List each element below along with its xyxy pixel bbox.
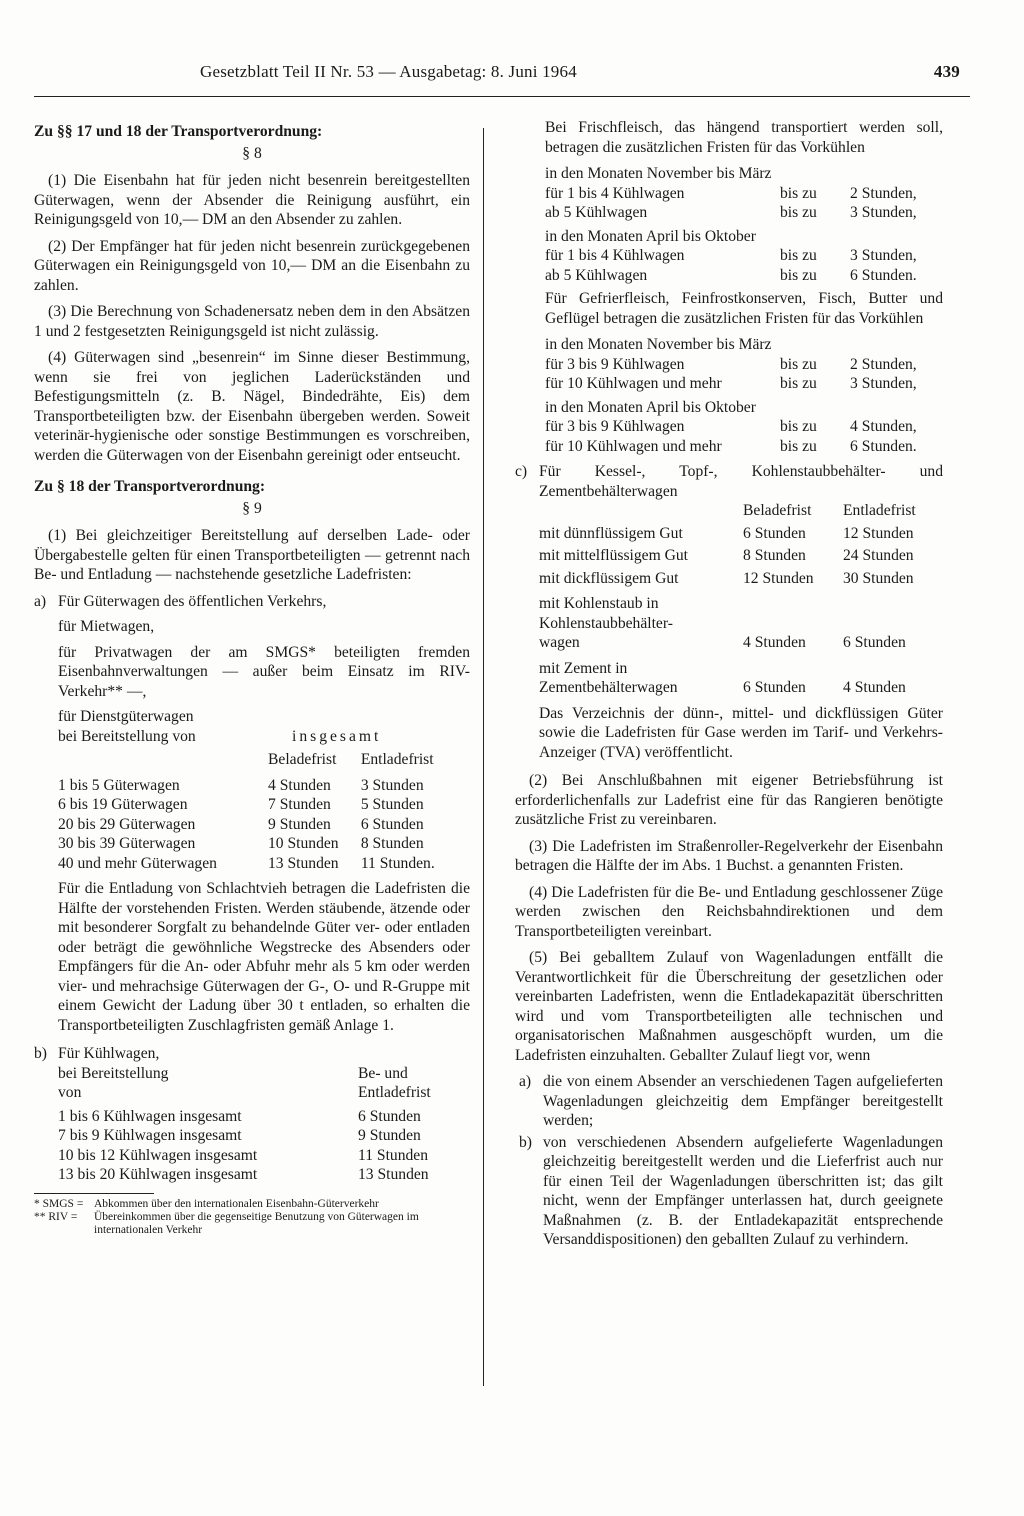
right-column — [515, 118, 943, 1252]
table-cell: 11 Stunden. — [360, 854, 435, 872]
table-row — [545, 417, 935, 437]
item-body: von verschiedenen Absendern aufgelieferte Wagenladungen gleichzeitig bereitgestellt werden und die Lieferfrist auch nur für einen Teil der Wagenladungen überschritten ist; das gilt nicht, wenn der Empfänger unterlassen hat, durch geeignete Maßnahmen (z. B. der Entladekapazität entsprechende Versanddispositionen) den geballten Zulauf zu verhindern. — [543, 1133, 943, 1248]
paragraph: (5) Bei geballtem Zulauf von Wagenladungen entfällt die Verantwortlichkeit für die Überschreitung der gesetzlichen oder vereinbarten Ladefristen, wenn die Entladekapazität überschritten wird und vom Transportbeteiligten alle technischen und organisatorischen Maßnahmen ausgeschöpft wurden, um die Ladefristen einzuhalten. Geballter Zulauf liegt vor, wenn — [515, 949, 943, 1064]
table-cell: 11 Stunden — [358, 1146, 429, 1164]
section-heading: Zu § 18 der Transportverordnung: — [34, 478, 266, 495]
table-cell: 6 Stunden — [358, 1107, 421, 1125]
table-cell: bis zu — [780, 375, 817, 392]
paragraph: (3) Die Berechnung von Schadenersatz neben dem in den Absätzen 1 und 2 festgesetzten Reinigungsgeld ist nicht zulässig. — [34, 303, 470, 340]
table-header: Beladefrist — [743, 502, 812, 519]
table-cell: 10 bis 12 Kühlwagen insgesamt — [58, 1146, 258, 1164]
item-line: für Dienstgüterwagen — [58, 708, 194, 725]
item-line: für Privatwagen der am SMGS* beteiligten fremden Eisenbahnverwaltungen — außer beim Einsatz im RIV-Verkehr** —, — [58, 643, 470, 700]
wagon-table — [58, 727, 458, 874]
cooling-block — [545, 118, 943, 456]
table-cell: 6 bis 19 Güterwagen — [58, 796, 188, 813]
list-item-b — [34, 1044, 470, 1185]
table-cell-line: mit Zement in — [539, 659, 628, 677]
table-row — [58, 815, 458, 835]
precooling-table — [545, 246, 935, 285]
footnote-text: Abkommen über den internationalen Eisenbahn-Güterverkehr — [94, 1197, 379, 1210]
table-row — [545, 266, 935, 286]
table-row — [58, 854, 458, 874]
table-cell: 8 Stunden — [360, 835, 424, 852]
table-cell: 13 Stunden — [268, 854, 339, 872]
paragraph: Das Verzeichnis der dünn-, mittel- und dickflüssigen Güter sowie die Ladefristen für Gase werden im Tarif- und Verkehrs-Anzeiger (TVA) veröffentlicht. — [539, 704, 943, 761]
item-body: die von einem Absender an verschiedenen Tagen aufgelieferten Wagenladungen gleichzeitig dem Empfänger bereitgestellt werden; — [543, 1073, 943, 1129]
table-row — [58, 1107, 458, 1127]
table-row — [545, 355, 935, 375]
section-heading: Zu §§ 17 und 18 der Transportverordnung: — [34, 123, 323, 140]
table-cell: 3 Stunden, — [850, 204, 917, 221]
table-row — [545, 184, 935, 204]
table-cell: bis zu — [780, 247, 817, 264]
month-range: in den Monaten November bis März — [545, 165, 772, 182]
table-cell-line: Kohlenstaubbehälter- — [539, 614, 673, 632]
paragraph: Für die Entladung von Schlachtvieh betragen die Ladefristen die Hälfte der vorstehenden Fristen. Werden stäubende, ätzende oder mit besonderer Sorgfalt zu behandelnde Güter ver- oder entladen oder beträgt die gewöhnliche Wegstrecke des Absenders oder Empfängers für die An- oder Abfuhr mehr als 5 km oder werden vier- und mehrachsige Güterwagen der G-, O- und R-Gruppe mit einem Gewicht der Ladung über 30 t entladen, so erhalten die Transportbeteiligten Zuschlagfristen gemäß Anlage 1. — [58, 880, 470, 1034]
table-cell: 2 Stunden, — [850, 355, 917, 373]
table-cell: 8 Stunden — [743, 547, 806, 564]
table-cell: 1 bis 6 Kühlwagen insgesamt — [58, 1107, 242, 1125]
table-header: Entladefrist — [360, 751, 434, 768]
table-cell: 9 Stunden — [358, 1127, 421, 1144]
item-label: a) — [34, 592, 47, 610]
month-range: in den Monaten April bis Oktober — [545, 398, 756, 416]
precooling-table — [545, 355, 935, 394]
table-cell: bis zu — [780, 184, 817, 202]
table-cell: für 1 bis 4 Kühlwagen — [545, 184, 685, 202]
table-cell: Für Kühlwagen, — [58, 1045, 160, 1062]
table-cell: 4 Stunden — [743, 634, 806, 651]
table-cell: 3 Stunden — [360, 776, 424, 794]
paragraph-number: § 8 — [242, 144, 262, 162]
item-line: für Mietwagen, — [58, 618, 155, 635]
cooling-wagon-table — [58, 1044, 458, 1185]
paragraph: (4) Güterwagen sind „besenrein“ im Sinne dieser Bestimmung, wenn sie frei von jeglichen Laderückständen und Befestigungsmitteln (z. B. Nägel, Bindedrähte, Eis) dem Transportbeteiligten bzw. der Eisenbahn übergeben werden. Soweit veterinär-hygienische oder sonstige Bestimmungen es vorschreiben, werden die Güterwagen von der Eisenbahn gereinigt oder entseucht. — [34, 349, 470, 464]
table-row — [58, 1126, 458, 1146]
list-item-c — [515, 462, 943, 769]
table-header: Entladefrist — [358, 1084, 431, 1101]
item-body — [58, 1044, 470, 1185]
page-number: 439 — [933, 62, 960, 81]
header-rule — [34, 96, 970, 97]
table-cell: 3 Stunden, — [850, 247, 917, 264]
table-cell: mit mittelflüssigem Gut — [539, 547, 689, 564]
table-cell: bis zu — [780, 355, 817, 373]
footnote — [34, 1211, 470, 1237]
table-row — [539, 659, 943, 698]
footnote-text: Übereinkommen über die gegenseitige Benutzung von Güterwagen im internationalen Verkehr — [94, 1210, 419, 1236]
table-row — [58, 795, 458, 815]
table-cell: für 10 Kühlwagen und mehr — [545, 437, 722, 455]
tank-wagon-table — [539, 501, 943, 698]
precooling-table — [545, 184, 935, 223]
table-cell: 4 Stunden — [268, 776, 331, 794]
table-cell: 7 Stunden — [268, 796, 331, 813]
paragraph: Für Gefrierfleisch, Feinfrostkonserven, Fisch, Butter und Geflügel betragen die zusätzlichen Fristen für das Vorkühlen — [545, 290, 943, 327]
table-header: insgesamt — [292, 727, 382, 745]
table-cell: 30 Stunden — [843, 569, 914, 587]
table-cell: 2 Stunden, — [850, 184, 917, 202]
table-row — [539, 569, 943, 595]
item-line: Für Kessel-, Topf-, Kohlenstaubbehälter- und Zementbehälterwagen — [539, 463, 943, 500]
item-body — [539, 462, 943, 769]
table-cell: bis zu — [780, 418, 817, 435]
table-row — [58, 1165, 458, 1185]
left-column — [34, 118, 470, 1237]
table-cell: bis zu — [780, 437, 817, 455]
table-row — [58, 1146, 458, 1166]
paragraph: Bei Frischfleisch, das hängend transportiert werden soll, betragen die zusätzlichen Fristen für das Vorkühlen — [545, 119, 943, 156]
footnote-rule — [34, 1193, 154, 1194]
table-cell: bei Bereitstellung — [58, 1064, 169, 1082]
table-cell: 13 bis 20 Kühlwagen insgesamt — [58, 1166, 258, 1183]
item-body — [58, 592, 470, 1043]
table-header: Be- und — [358, 1064, 408, 1082]
paragraph: (2) Bei Anschlußbahnen mit eigener Betriebsführung ist erforderlichenfalls zur Ladefrist eine für das Rangieren benötigte zusätzliche Frist zu vereinbaren. — [515, 772, 943, 828]
item-label: b) — [34, 1045, 47, 1062]
month-range: in den Monaten November bis März — [545, 336, 772, 353]
table-cell: 24 Stunden — [843, 547, 914, 564]
paragraph: (3) Die Ladefristen im Straßenroller-Regelverkehr der Eisenbahn betragen die Hälfte der im Abs. 1 Buchst. a genannten Fristen. — [515, 837, 943, 874]
table-cell: 6 Stunden — [743, 524, 806, 542]
table-row — [539, 546, 943, 569]
table-cell: für 3 bis 9 Kühlwagen — [545, 418, 685, 435]
table-cell: 3 Stunden, — [850, 375, 917, 392]
paragraph: (1) Die Eisenbahn hat für jeden nicht besenrein bereitgestellten Güterwagen, wenn der Absender die Reinigung ausführt, ein Reinigungsgeld von 10,— DM an den Absender zu zahlen. — [34, 172, 470, 228]
table-cell: 6 Stunden. — [850, 266, 917, 284]
item-label: b) — [519, 1133, 532, 1151]
table-cell: 4 Stunden, — [850, 418, 917, 435]
table-row — [58, 776, 458, 796]
page-header — [200, 62, 960, 82]
item-label: a) — [519, 1073, 532, 1090]
table-cell: 4 Stunden — [843, 679, 906, 696]
column-divider — [483, 128, 484, 1386]
footnote-key: * SMGS = — [34, 1197, 84, 1210]
table-row — [545, 203, 935, 223]
table-cell: bei Bereitstellung von — [58, 727, 196, 745]
table-cell: 13 Stunden — [358, 1166, 429, 1183]
table-cell: 6 Stunden — [743, 679, 806, 696]
table-cell: 12 Stunden — [743, 569, 814, 587]
footnote — [34, 1198, 470, 1211]
table-cell: 6 Stunden. — [850, 437, 917, 455]
footnote-key: ** RIV = — [34, 1210, 78, 1223]
item-label: c) — [515, 463, 528, 480]
table-cell: 6 Stunden — [360, 815, 424, 833]
table-row — [545, 246, 935, 266]
table-cell: 1 bis 5 Güterwagen — [58, 776, 180, 794]
table-cell: 30 bis 39 Güterwagen — [58, 835, 196, 852]
table-header: Beladefrist — [268, 751, 337, 768]
paragraph: (2) Der Empfänger hat für jeden nicht besenrein zurückgegebenen Güterwagen ein Reinigungsgeld von 10,— DM an die Eisenbahn zu zahlen. — [34, 237, 470, 294]
paragraph-number: § 9 — [242, 499, 262, 517]
list-item-a — [519, 1072, 943, 1131]
table-cell: bis zu — [780, 204, 817, 221]
table-cell: 9 Stunden — [268, 815, 331, 833]
table-cell — [539, 659, 743, 698]
header-title: Gesetzblatt Teil II Nr. 53 — Ausgabetag: 8. Juni 1964 — [200, 62, 577, 81]
table-cell: für 1 bis 4 Kühlwagen — [545, 247, 685, 264]
list-item-b — [519, 1133, 943, 1250]
table-row — [58, 834, 458, 854]
paragraph: (1) Bei gleichzeitiger Bereitstellung auf derselben Lade- oder Übergabestelle gelten für einen Transportbeteiligten — getrennt nach Be- und Entladung — nachstehende gesetzliche Ladefristen: — [34, 527, 470, 583]
table-cell — [539, 594, 743, 659]
table-cell: 5 Stunden — [360, 796, 424, 813]
table-cell: bis zu — [780, 266, 817, 284]
table-cell: 20 bis 29 Güterwagen — [58, 815, 196, 833]
table-cell: für 3 bis 9 Kühlwagen — [545, 355, 685, 373]
table-cell: 7 bis 9 Kühlwagen insgesamt — [58, 1127, 242, 1144]
table-cell: ab 5 Kühlwagen — [545, 204, 648, 221]
month-range: in den Monaten April bis Oktober — [545, 227, 756, 245]
table-cell: 40 und mehr Güterwagen — [58, 854, 217, 872]
table-row — [545, 437, 935, 457]
table-row — [539, 594, 943, 659]
table-row — [545, 374, 935, 394]
table-cell-line: Zementbehälterwagen — [539, 679, 678, 696]
table-cell: von — [58, 1084, 82, 1101]
table-cell: 12 Stunden — [843, 524, 914, 542]
precooling-table — [545, 417, 935, 456]
table-cell-line: mit Kohlenstaub in — [539, 595, 659, 612]
list-item-a — [34, 592, 470, 1043]
table-cell-line: wagen — [539, 634, 580, 651]
paragraph: (4) Die Ladefristen für die Be- und Entladung geschlossener Züge werden zwischen den Reichsbahndirektionen und dem Transportbeteiligten vereinbart. — [515, 883, 943, 940]
table-cell: mit dünnflüssigem Gut — [539, 524, 683, 542]
table-cell: 10 Stunden — [268, 835, 339, 852]
item-line: Für Güterwagen des öffentlichen Verkehrs, — [58, 592, 327, 610]
table-header: Entladefrist — [843, 502, 916, 519]
table-cell: ab 5 Kühlwagen — [545, 266, 648, 284]
table-row — [539, 524, 943, 547]
table-cell: 6 Stunden — [843, 634, 906, 651]
table-cell: für 10 Kühlwagen und mehr — [545, 375, 722, 392]
table-cell: mit dickflüssigem Gut — [539, 569, 679, 587]
